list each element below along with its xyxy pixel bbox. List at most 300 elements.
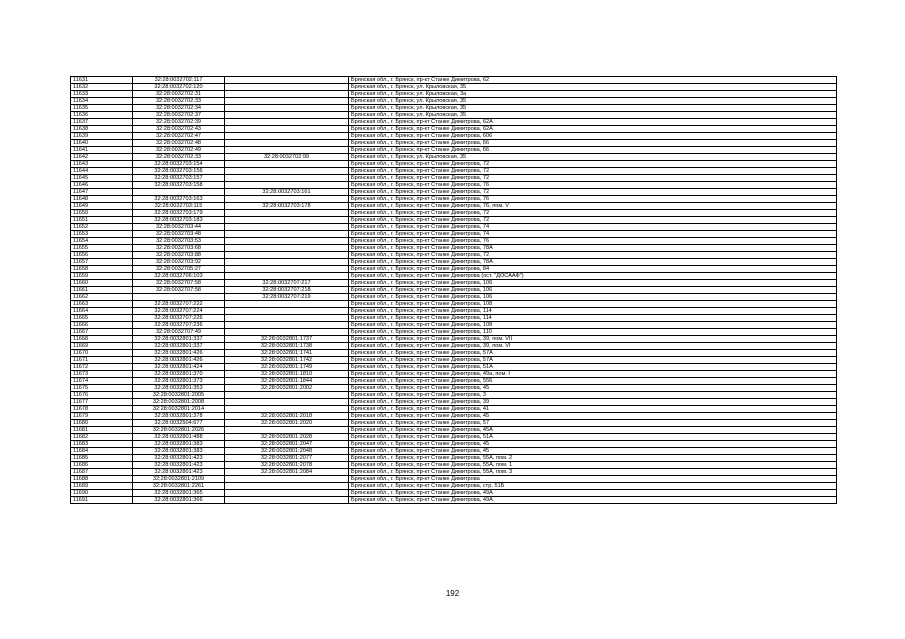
linked-cadastral-number-cell: 32:28:0032703:161 [225, 189, 349, 196]
cadastral-number-cell: 32:28:0032801:365 [133, 490, 225, 497]
cadastral-number-cell: 32:28:0032707:49 [133, 329, 225, 336]
cadastral-number-cell: 32:28:0032801:2014 [133, 406, 225, 413]
table-row [71, 392, 837, 399]
row-number-cell: 11649 [71, 203, 133, 210]
table-row [71, 189, 837, 196]
row-number-cell: 11648 [71, 196, 133, 203]
row-number-cell: 11670 [71, 350, 133, 357]
cadastral-number-cell: 32:28:0032703:92 [133, 259, 225, 266]
linked-cadastral-number-cell: 32:28:0032702:99 [225, 154, 349, 161]
cadastral-number-cell: 32:28:0032801:383 [133, 441, 225, 448]
row-number-cell: 11669 [71, 343, 133, 350]
table-row [71, 476, 837, 483]
row-number-cell: 11667 [71, 329, 133, 336]
address-cell: Брянская обл., г. Брянск, пр-кт Станке Димитрова, 39, пом. VII [349, 336, 837, 343]
linked-cadastral-number-cell [225, 406, 349, 413]
linked-cadastral-number-cell: 32:28:0032801:2047 [225, 441, 349, 448]
linked-cadastral-number-cell [225, 126, 349, 133]
cadastral-number-cell: 32:28:0032801:353 [133, 385, 225, 392]
row-number-cell: 11666 [71, 322, 133, 329]
row-number-cell: 11633 [71, 91, 133, 98]
linked-cadastral-number-cell [225, 497, 349, 504]
cadastral-number-cell: 32:28:0032801:423 [133, 462, 225, 469]
address-cell: Брянская обл., г. Брянск, пр-кт Станке Димитрова, 108 [349, 301, 837, 308]
address-cell: Брянская обл., г. Брянск, пр-кт Станке Димитрова, 51А [349, 364, 837, 371]
cadastral-number-cell: 32:28:0032801:370 [133, 371, 225, 378]
cadastral-number-cell: 32:28:0032504:677 [133, 420, 225, 427]
linked-cadastral-number-cell: 32:28:0032801:2018 [225, 413, 349, 420]
cadastral-number-cell: 32:28:0032703:53 [133, 238, 225, 245]
table-row [71, 329, 837, 336]
address-cell: Брянская обл., г. Брянск, ул. Крыловская, 35 [349, 105, 837, 112]
row-number-cell: 11676 [71, 392, 133, 399]
row-number-cell: 11683 [71, 441, 133, 448]
address-cell: Брянская обл., г. Брянск, пр-кт Станке Димитрова, 3 [349, 392, 837, 399]
linked-cadastral-number-cell [225, 105, 349, 112]
linked-cadastral-number-cell [225, 182, 349, 189]
table-row [71, 98, 837, 105]
address-cell: Брянская обл., г. Брянск, пр-кт Станке Димитрова, 108 [349, 322, 837, 329]
table-row [71, 203, 837, 210]
cadastral-number-cell: 32:28:0032703:115 [133, 203, 225, 210]
linked-cadastral-number-cell: 32:28:0032801:2084 [225, 469, 349, 476]
row-number-cell: 11650 [71, 210, 133, 217]
linked-cadastral-number-cell [225, 196, 349, 203]
address-cell: Брянская обл., г. Брянск, пр-кт Станке Димитрова, 55А, пом. 3 [349, 469, 837, 476]
address-cell: Брянская обл., г. Брянск, пр-кт Станке Димитрова, 76 [349, 182, 837, 189]
row-number-cell: 11674 [71, 378, 133, 385]
row-number-cell: 11634 [71, 98, 133, 105]
cadastral-number-cell: 32:28:0032703:154 [133, 161, 225, 168]
cadastral-number-cell: 32:28:0032801:2005 [133, 392, 225, 399]
linked-cadastral-number-cell: 32:28:0032703:178 [225, 203, 349, 210]
address-cell: Брянская обл., г. Брянск, пр-кт Станке Димитрова, стр. 51Б [349, 483, 837, 490]
table-row [71, 420, 837, 427]
row-number-cell: 11652 [71, 224, 133, 231]
linked-cadastral-number-cell: 32:28:0032801:1742 [225, 357, 349, 364]
row-number-cell: 11661 [71, 287, 133, 294]
row-number-cell: 11632 [71, 84, 133, 91]
linked-cadastral-number-cell: 32:28:0032801:2048 [225, 448, 349, 455]
row-number-cell: 11656 [71, 252, 133, 259]
row-number-cell: 11639 [71, 133, 133, 140]
table-row [71, 91, 837, 98]
address-cell: Брянская обл., г. Брянск, пр-кт Станке Димитрова [349, 476, 837, 483]
linked-cadastral-number-cell [225, 245, 349, 252]
address-cell: Брянская обл., г. Брянск, пр-кт Станке Димитрова, 62А [349, 126, 837, 133]
table-row [71, 364, 837, 371]
table-row [71, 266, 837, 273]
address-cell: Брянская обл., г. Брянск, пр-кт Станке Димитрова, 62А [349, 119, 837, 126]
linked-cadastral-number-cell [225, 490, 349, 497]
cadastral-number-cell: 32:28:0032801:383 [133, 448, 225, 455]
address-cell: Брянская обл., г. Брянск, пр-кт Станке Димитрова, 72 [349, 168, 837, 175]
address-cell: Брянская обл., г. Брянск, пр-кт Станке Димитрова, 45 [349, 385, 837, 392]
row-number-cell: 11675 [71, 385, 133, 392]
row-number-cell: 11685 [71, 455, 133, 462]
table-row [71, 175, 837, 182]
linked-cadastral-number-cell [225, 140, 349, 147]
cadastral-number-cell: 32:28:0032703:179 [133, 210, 225, 217]
table-row [71, 133, 837, 140]
address-cell: Брянская обл., г. Брянск, пр-кт Станке Димитрова, 106 [349, 280, 837, 287]
address-cell: Брянская обл., г. Брянск, пр-кт Станке Димитрова, 110 [349, 329, 837, 336]
linked-cadastral-number-cell: 32:28:0032801:1738 [225, 343, 349, 350]
table-row [71, 357, 837, 364]
row-number-cell: 11691 [71, 497, 133, 504]
row-number-cell: 11653 [71, 231, 133, 238]
cadastral-number-cell: 32:28:0032702:47 [133, 133, 225, 140]
table-row [71, 161, 837, 168]
linked-cadastral-number-cell [225, 301, 349, 308]
linked-cadastral-number-cell [225, 238, 349, 245]
address-cell: Брянская обл., г. Брянск, пр-кт Станке Димитрова, 72 [349, 217, 837, 224]
cadastral-number-cell: 32:28:0032801:424 [133, 364, 225, 371]
address-cell: Брянская обл., г. Брянск, ул. Крыловская, 35 [349, 98, 837, 105]
address-cell: Брянская обл., г. Брянск, пр-кт Станке Димитрова, 72 [349, 252, 837, 259]
table-row [71, 245, 837, 252]
table-row [71, 182, 837, 189]
cadastral-number-cell: 32:28:0032707:58 [133, 280, 225, 287]
table-row [71, 84, 837, 91]
table-row [71, 238, 837, 245]
cadastral-number-cell: 32:28:0032702:39 [133, 119, 225, 126]
address-cell: Брянская обл., г. Брянск, пр-кт Станке Димитрова, 39, пом. VI [349, 343, 837, 350]
linked-cadastral-number-cell [225, 224, 349, 231]
cadastral-number-cell: 32:28:0032703:44 [133, 224, 225, 231]
linked-cadastral-number-cell [225, 168, 349, 175]
row-number-cell: 11663 [71, 301, 133, 308]
table-row [71, 490, 837, 497]
linked-cadastral-number-cell [225, 483, 349, 490]
address-cell: Брянская обл., г. Брянск, пр-кт Станке Димитрова, 106 [349, 294, 837, 301]
linked-cadastral-number-cell [225, 315, 349, 322]
table-row [71, 147, 837, 154]
cadastral-number-cell: 32:28:0032702:31 [133, 91, 225, 98]
row-number-cell: 11689 [71, 483, 133, 490]
linked-cadastral-number-cell: 32:28:0032801:1737 [225, 336, 349, 343]
table-row [71, 224, 837, 231]
linked-cadastral-number-cell [225, 476, 349, 483]
cadastral-number-cell: 32:28:0032702:33 [133, 154, 225, 161]
table-row [71, 455, 837, 462]
row-number-cell: 11642 [71, 154, 133, 161]
row-number-cell: 11657 [71, 259, 133, 266]
cadastral-number-cell: 32:28:0032703:48 [133, 231, 225, 238]
cadastral-number-cell: 32:28:0032801:488 [133, 434, 225, 441]
row-number-cell: 11660 [71, 280, 133, 287]
address-cell: Брянская обл., г. Брянск, ул. Крыловская, 35 [349, 154, 837, 161]
table-row [71, 336, 837, 343]
row-number-cell: 11673 [71, 371, 133, 378]
row-number-cell: 11644 [71, 168, 133, 175]
address-cell: Брянская обл., г. Брянск, пр-кт Станке Димитрова, 57 [349, 420, 837, 427]
address-cell: Брянская обл., г. Брянск, пр-кт Станке Димитрова, 57А [349, 357, 837, 364]
address-cell: Брянская обл., г. Брянск, пр-кт Станке Димитрова, 45 [349, 441, 837, 448]
address-cell: Брянская обл., г. Брянск, пр-кт Станке Димитрова, 114 [349, 315, 837, 322]
cadastral-number-cell: 32:28:0032703:88 [133, 252, 225, 259]
page-number: 192 [445, 589, 460, 598]
linked-cadastral-number-cell [225, 231, 349, 238]
table-row [71, 294, 837, 301]
linked-cadastral-number-cell: 32:28:0032801:2020 [225, 420, 349, 427]
linked-cadastral-number-cell [225, 147, 349, 154]
table-row [71, 469, 837, 476]
address-cell: Брянская обл., г. Брянск, пр-кт Станке Димитрова, 606 [349, 133, 837, 140]
linked-cadastral-number-cell [225, 266, 349, 273]
row-number-cell: 11636 [71, 112, 133, 119]
linked-cadastral-number-cell [225, 273, 349, 280]
row-number-cell: 11668 [71, 336, 133, 343]
table-row [71, 301, 837, 308]
table-row [71, 273, 837, 280]
linked-cadastral-number-cell [225, 112, 349, 119]
linked-cadastral-number-cell [225, 133, 349, 140]
linked-cadastral-number-cell [225, 98, 349, 105]
table-row [71, 112, 837, 119]
table-row [71, 399, 837, 406]
address-cell: Брянская обл., г. Брянск, пр-кт Станке Димитрова, 84 [349, 266, 837, 273]
linked-cadastral-number-cell [225, 91, 349, 98]
address-cell: Брянская обл., г. Брянск, пр-кт Станке Димитрова, 45 [349, 448, 837, 455]
row-number-cell: 11645 [71, 175, 133, 182]
table-row [71, 154, 837, 161]
address-cell: Брянская обл., г. Брянск, пр-кт Станке Димитрова, 72 [349, 210, 837, 217]
cadastral-number-cell: 32:28:0032703:156 [133, 168, 225, 175]
row-number-cell: 11643 [71, 161, 133, 168]
linked-cadastral-number-cell: 32:28:0032801:1844 [225, 378, 349, 385]
cadastral-number-cell: 32:28:0032801:426 [133, 350, 225, 357]
row-number-cell: 11631 [71, 77, 133, 84]
cadastral-number-cell: 32:28:0032801:2008 [133, 399, 225, 406]
address-cell: Брянская обл., г. Брянск, пр-кт Станке Димитрова, 106 [349, 287, 837, 294]
row-number-cell: 11665 [71, 315, 133, 322]
address-cell: Брянская обл., г. Брянск, пр-кт Станке Димитрова, 41 [349, 406, 837, 413]
address-cell: Брянская обл., г. Брянск, пр-кт Станке Димитрова, 78А [349, 259, 837, 266]
address-cell: Брянская обл., г. Брянск, ул. Крыловская, 3а [349, 91, 837, 98]
linked-cadastral-number-cell [225, 399, 349, 406]
linked-cadastral-number-cell: 32:28:0032801:2002 [225, 385, 349, 392]
row-number-cell: 11646 [71, 182, 133, 189]
cadastral-number-cell: 32:28:0032801:378 [133, 413, 225, 420]
address-cell: Брянская обл., г. Брянск, пр-кт Станке Димитрова, 45А [349, 427, 837, 434]
cadastral-number-cell: 32:28:0032702:34 [133, 105, 225, 112]
table-row [71, 427, 837, 434]
address-cell: Брянская обл., г. Брянск, пр-кт Станке Димитрова, 49А [349, 490, 837, 497]
table-row [71, 497, 837, 504]
address-cell: Брянская обл., г. Брянск, пр-кт Станке Димитрова, 51А [349, 434, 837, 441]
address-cell: Брянская обл., г. Брянск, ул. Крыловская, 35 [349, 84, 837, 91]
row-number-cell: 11690 [71, 490, 133, 497]
row-number-cell: 11684 [71, 448, 133, 455]
cadastral-number-cell: 32:28:0032801:2026 [133, 427, 225, 434]
table-row [71, 280, 837, 287]
linked-cadastral-number-cell [225, 175, 349, 182]
linked-cadastral-number-cell: 32:28:0032801:1810 [225, 371, 349, 378]
row-number-cell: 11678 [71, 406, 133, 413]
linked-cadastral-number-cell: 32:28:0032707:219 [225, 294, 349, 301]
row-number-cell: 11647 [71, 189, 133, 196]
table-row [71, 434, 837, 441]
address-cell: Брянская обл., г. Брянск, пр-кт Станке Димитрова, 556 [349, 378, 837, 385]
address-cell: Брянская обл., г. Брянск, пр-кт Станке Димитрова, 76 [349, 238, 837, 245]
cadastral-number-cell: 32:28:0032703:68 [133, 245, 225, 252]
address-cell: Брянская обл., г. Брянск, пр-кт Станке Димитрова, 49А [349, 497, 837, 504]
row-number-cell: 11671 [71, 357, 133, 364]
table-row [71, 126, 837, 133]
linked-cadastral-number-cell [225, 427, 349, 434]
row-number-cell: 11635 [71, 105, 133, 112]
address-cell: Брянская обл., г. Брянск, пр-кт Станке Димитрова, 114 [349, 308, 837, 315]
table-row [71, 231, 837, 238]
address-cell: Брянская обл., г. Брянск, пр-кт Станке Димитрова, 76, пом. V [349, 203, 837, 210]
table-row [71, 343, 837, 350]
cadastral-number-cell: 32:28:0032703:158 [133, 182, 225, 189]
cadastral-number-cell: 32:28:0032702:48 [133, 140, 225, 147]
row-number-cell: 11638 [71, 126, 133, 133]
linked-cadastral-number-cell [225, 77, 349, 84]
address-cell: Брянская обл., г. Брянск, пр-кт Станке Димитрова, 74 [349, 231, 837, 238]
linked-cadastral-number-cell: 32:28:0032707:217 [225, 280, 349, 287]
cadastral-number-cell: 32:28:0032801:423 [133, 469, 225, 476]
linked-cadastral-number-cell: 32:28:0032801:1741 [225, 350, 349, 357]
linked-cadastral-number-cell [225, 329, 349, 336]
address-cell: Брянская обл., г. Брянск, пр-кт Станке Димитрова, 49а, пом. I [349, 371, 837, 378]
address-cell: Брянская обл., г. Брянск, пр-кт Станке Димитрова, 66 [349, 147, 837, 154]
table-row [71, 322, 837, 329]
table-row [71, 441, 837, 448]
address-cell: Брянская обл., г. Брянск, пр-кт Станке Димитрова, 39 [349, 399, 837, 406]
table-row [71, 119, 837, 126]
row-number-cell: 11679 [71, 413, 133, 420]
cadastral-number-cell [133, 189, 225, 196]
cadastral-number-cell: 32:28:0032702:120 [133, 84, 225, 91]
cadastral-number-cell: 32:28:0032707:226 [133, 315, 225, 322]
cadastral-number-cell: 32:28:0032801:366 [133, 497, 225, 504]
table-row [71, 378, 837, 385]
table-row [71, 217, 837, 224]
cadastral-table [70, 76, 837, 504]
row-number-cell: 11659 [71, 273, 133, 280]
row-number-cell: 11677 [71, 399, 133, 406]
linked-cadastral-number-cell: 32:28:0032801:2028 [225, 434, 349, 441]
table-row [71, 287, 837, 294]
row-number-cell: 11688 [71, 476, 133, 483]
linked-cadastral-number-cell [225, 119, 349, 126]
linked-cadastral-number-cell [225, 210, 349, 217]
cadastral-number-cell: 32:28:0032801:423 [133, 455, 225, 462]
row-number-cell: 11658 [71, 266, 133, 273]
cadastral-number-cell: 32:28:0032801:337 [133, 336, 225, 343]
cadastral-number-cell: 32:28:0032707:58 [133, 287, 225, 294]
address-cell: Брянская обл., г. Брянск, пр-кт Станке Димитрова, 72 [349, 175, 837, 182]
table-row [71, 371, 837, 378]
table-row [71, 413, 837, 420]
row-number-cell: 11640 [71, 140, 133, 147]
cadastral-number-cell: 32:28:0032801:337 [133, 343, 225, 350]
address-cell: Брянская обл., г. Брянск, пр-кт Станке Димитрова, 62 [349, 77, 837, 84]
table-row [71, 77, 837, 84]
cadastral-number-cell [133, 294, 225, 301]
table-row [71, 196, 837, 203]
linked-cadastral-number-cell: 32:28:0032801:1749 [225, 364, 349, 371]
cadastral-number-cell: 32:28:0032707:224 [133, 308, 225, 315]
cadastral-number-cell: 32:28:0032702:33 [133, 98, 225, 105]
linked-cadastral-number-cell [225, 252, 349, 259]
cadastral-number-cell: 32:28:0032706:103 [133, 273, 225, 280]
row-number-cell: 11686 [71, 462, 133, 469]
row-number-cell: 11641 [71, 147, 133, 154]
table-row [71, 483, 837, 490]
cadastral-number-cell: 32:28:0032705:27 [133, 266, 225, 273]
cadastral-number-cell: 32:28:0032801:426 [133, 357, 225, 364]
table-row [71, 140, 837, 147]
table-row [71, 448, 837, 455]
linked-cadastral-number-cell: 32:28:0032707:218 [225, 287, 349, 294]
row-number-cell: 11651 [71, 217, 133, 224]
linked-cadastral-number-cell [225, 322, 349, 329]
cadastral-number-cell: 32:28:0032801:2261 [133, 483, 225, 490]
table-row [71, 105, 837, 112]
address-cell: Брянская обл., г. Брянск, пр-кт Станке Димитрова, 45 [349, 413, 837, 420]
table-row [71, 315, 837, 322]
linked-cadastral-number-cell: 32:28:0032801:2077 [225, 455, 349, 462]
cadastral-number-cell: 32:28:0032801:2109 [133, 476, 225, 483]
cadastral-number-cell: 32:28:0032703:183 [133, 217, 225, 224]
row-number-cell: 11662 [71, 294, 133, 301]
linked-cadastral-number-cell [225, 217, 349, 224]
table-row [71, 168, 837, 175]
address-cell: Брянская обл., г. Брянск, пр-кт Станке Димитрова, 66 [349, 140, 837, 147]
table-row [71, 252, 837, 259]
address-cell: Брянская обл., г. Брянск, пр-кт Станке Димитрова, 57А [349, 350, 837, 357]
cadastral-number-cell: 32:28:0032702:43 [133, 126, 225, 133]
address-cell: Брянская обл., г. Брянск, пр-кт Станке Димитрова (ост. "ДОСААФ") [349, 273, 837, 280]
row-number-cell: 11680 [71, 420, 133, 427]
cadastral-number-cell: 32:28:0032702:49 [133, 147, 225, 154]
table-row [71, 462, 837, 469]
row-number-cell: 11655 [71, 245, 133, 252]
table-row [71, 210, 837, 217]
cadastral-number-cell: 32:28:0032707:222 [133, 301, 225, 308]
address-cell: Брянская обл., г. Брянск, пр-кт Станке Димитрова, 55А, пом. 2 [349, 455, 837, 462]
address-cell: Брянская обл., г. Брянск, пр-кт Станке Димитрова, 72 [349, 161, 837, 168]
row-number-cell: 11687 [71, 469, 133, 476]
address-cell: Брянская обл., г. Брянск, пр-кт Станке Димитрова, 78А [349, 245, 837, 252]
cadastral-number-cell: 32:28:0032702:37 [133, 112, 225, 119]
row-number-cell: 11681 [71, 427, 133, 434]
linked-cadastral-number-cell: 32:28:0032801:2078 [225, 462, 349, 469]
table-row [71, 385, 837, 392]
linked-cadastral-number-cell [225, 84, 349, 91]
address-cell: Брянская обл., г. Брянск, пр-кт Станке Димитрова, 74 [349, 224, 837, 231]
address-cell: Брянская обл., г. Брянск, пр-кт Станке Димитрова, 72 [349, 189, 837, 196]
row-number-cell: 11637 [71, 119, 133, 126]
address-cell: Брянская обл., г. Брянск, пр-кт Станке Димитрова, 76 [349, 196, 837, 203]
table-body [71, 77, 837, 504]
address-cell: Брянская обл., г. Брянск, ул. Крыловская, 35 [349, 112, 837, 119]
linked-cadastral-number-cell [225, 259, 349, 266]
cadastral-number-cell: 32:28:0032703:157 [133, 175, 225, 182]
row-number-cell: 11664 [71, 308, 133, 315]
linked-cadastral-number-cell [225, 161, 349, 168]
table-row [71, 259, 837, 266]
cadastral-number-cell: 32:28:0032703:163 [133, 196, 225, 203]
cadastral-number-cell: 32:28:0032707:236 [133, 322, 225, 329]
table-row [71, 308, 837, 315]
linked-cadastral-number-cell [225, 392, 349, 399]
row-number-cell: 11654 [71, 238, 133, 245]
